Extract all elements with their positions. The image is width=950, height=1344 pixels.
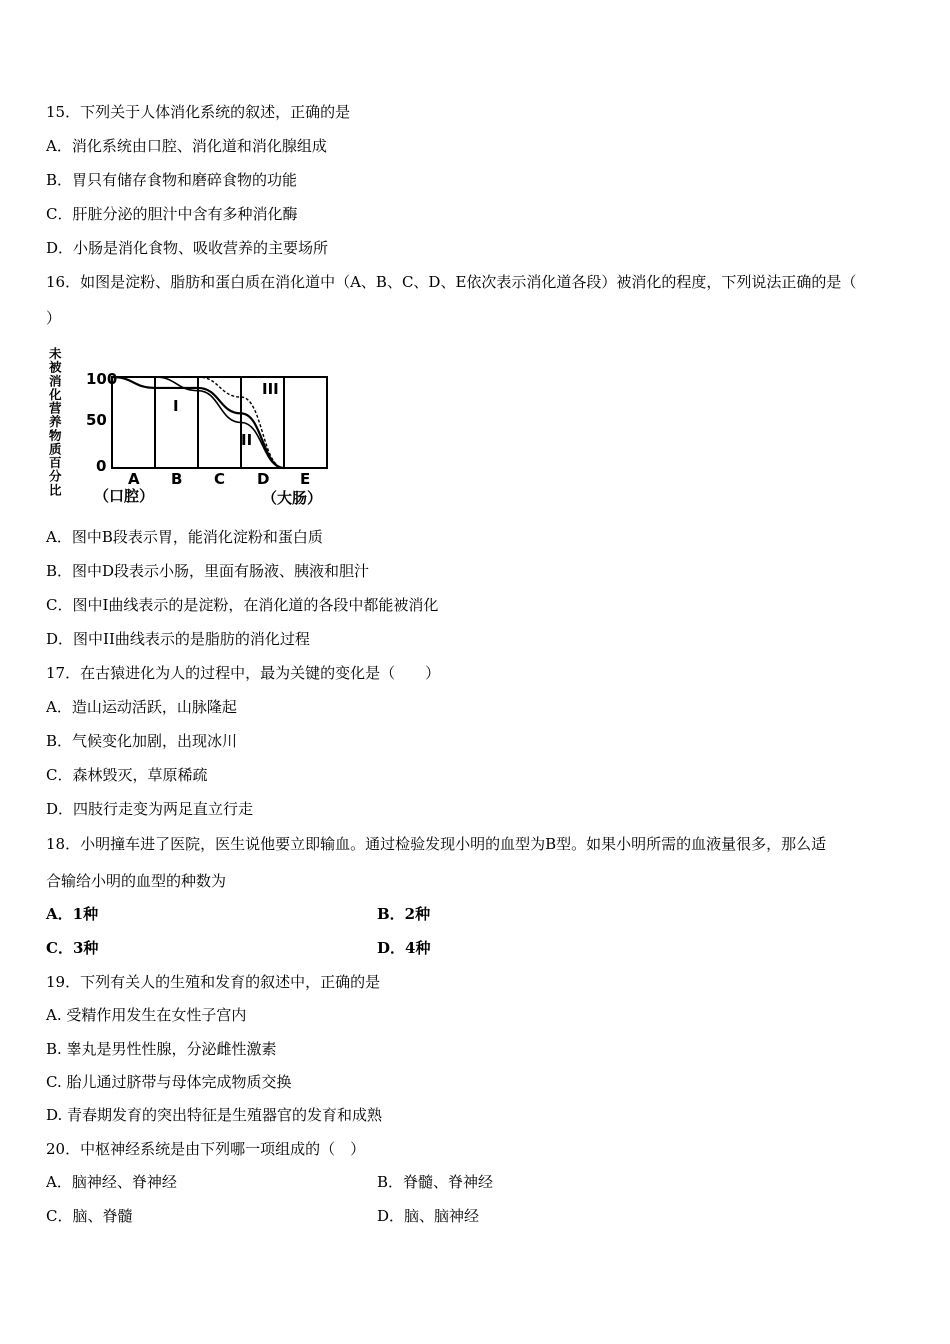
series-label-III: III — [262, 380, 279, 398]
q19-stem: 19．下列有关人的生殖和发育的叙述中，正确的是 — [46, 973, 381, 991]
ylabel-char: 营 — [49, 400, 62, 416]
q18-stem-line1: 18．小明撞车进了医院，医生说他要立即输血。通过检验发现小明的血型为B型。如果小明所需的血液量很多，那么适 — [46, 835, 827, 853]
q19-option-c: C. 胎儿通过脐带与母体完成物质交换 — [46, 1073, 292, 1091]
q19-option-d: D. 青春期发育的突出特征是生殖器官的发育和成熟 — [46, 1106, 383, 1124]
q16-option-c: C．图中I曲线表示的是淀粉，在消化道的各段中都能被消化 — [46, 596, 439, 614]
ylabel-char: 未 — [49, 346, 62, 361]
q17-option-a: A．造山运动活跃，山脉隆起 — [46, 698, 237, 716]
q18-option-c: C．3种 — [46, 939, 99, 957]
category-label-C: C — [214, 470, 226, 488]
q20-option-b: B．脊髓、脊神经 — [377, 1173, 494, 1191]
series-label-I: I — [173, 397, 179, 415]
q16-option-d: D．图中II曲线表示的是脂肪的消化过程 — [46, 630, 310, 648]
q16-stem-line1: 16．如图是淀粉、脂肪和蛋白质在消化道中（A、B、C、D、E依次表示消化道各段）被消化的程度，下列说法正确的是（ — [46, 273, 857, 291]
ylabel-char: 质 — [49, 441, 62, 457]
q20-option-a: A．脑神经、脊神经 — [46, 1173, 177, 1191]
q15-option-a: A．消化系统由口腔、消化道和消化腺组成 — [46, 137, 327, 155]
digestion-chart — [46, 344, 346, 510]
category-label-A: A — [128, 470, 140, 488]
q15-option-d: D．小肠是消化食物、吸收营养的主要场所 — [46, 239, 329, 257]
q20-stem: 20．中枢神经系统是由下列哪一项组成的（ ） — [46, 1140, 366, 1158]
q17-option-d: D．四肢行走变为两足直立行走 — [46, 800, 254, 818]
q16-option-b: B．图中D段表示小肠，里面有肠液、胰液和胆汁 — [46, 562, 370, 580]
category-label-B: B — [171, 470, 183, 488]
q19-option-b: B. 睾丸是男性性腺，分泌雌性激素 — [46, 1040, 277, 1058]
q17-stem: 17．在古猿进化为人的过程中，最为关键的变化是（ ） — [46, 664, 441, 682]
q19-option-a: A. 受精作用发生在女性子宫内 — [46, 1006, 247, 1024]
q17-option-c: C．森林毁灭，草原稀疏 — [46, 766, 208, 784]
series-label-II: II — [241, 431, 253, 449]
ylabel-char: 化 — [49, 386, 62, 402]
q18-option-d: D．4种 — [377, 939, 431, 957]
ylabel-char: 养 — [49, 414, 62, 430]
chart-categories — [94, 470, 322, 507]
category-note-A: （口腔） — [94, 487, 155, 505]
chart-ylabel — [48, 346, 62, 497]
category-label-E: E — [300, 470, 311, 488]
ylabel-char: 分 — [49, 468, 62, 484]
ytick-50: 50 — [86, 411, 107, 429]
chart-border — [112, 377, 327, 468]
category-note-E: （大肠） — [262, 489, 323, 507]
q16-stem-line2: ） — [46, 309, 62, 327]
q20-option-d: D．脑、脑神经 — [377, 1207, 480, 1225]
q18-stem-line2: 合输给小明的血型的种数为 — [46, 872, 227, 890]
q15-option-b: B．胃只有储存食物和磨碎食物的功能 — [46, 171, 298, 189]
q17-option-b: B．气候变化加剧，出现冰川 — [46, 732, 238, 750]
q20-option-c: C．脑、脊髓 — [46, 1207, 133, 1225]
ylabel-char: 消 — [49, 373, 62, 389]
category-label-D: D — [257, 470, 270, 488]
ylabel-char: 比 — [49, 482, 62, 498]
q18-option-a: A．1种 — [46, 905, 99, 923]
q15-stem: 15．下列关于人体消化系统的叙述，正确的是 — [46, 103, 351, 121]
q16-option-a: A．图中B段表示胃，能消化淀粉和蛋白质 — [46, 528, 323, 546]
ylabel-char: 百 — [49, 455, 62, 471]
chart-frame — [112, 377, 327, 468]
ylabel-char: 物 — [49, 427, 62, 443]
ytick-0: 0 — [96, 457, 107, 475]
q15-option-c: C．肝脏分泌的胆汁中含有多种消化酶 — [46, 205, 298, 223]
q18-option-b: B．2种 — [377, 905, 431, 923]
ytick-100: 100 — [86, 370, 118, 388]
ylabel-char: 被 — [49, 359, 62, 375]
